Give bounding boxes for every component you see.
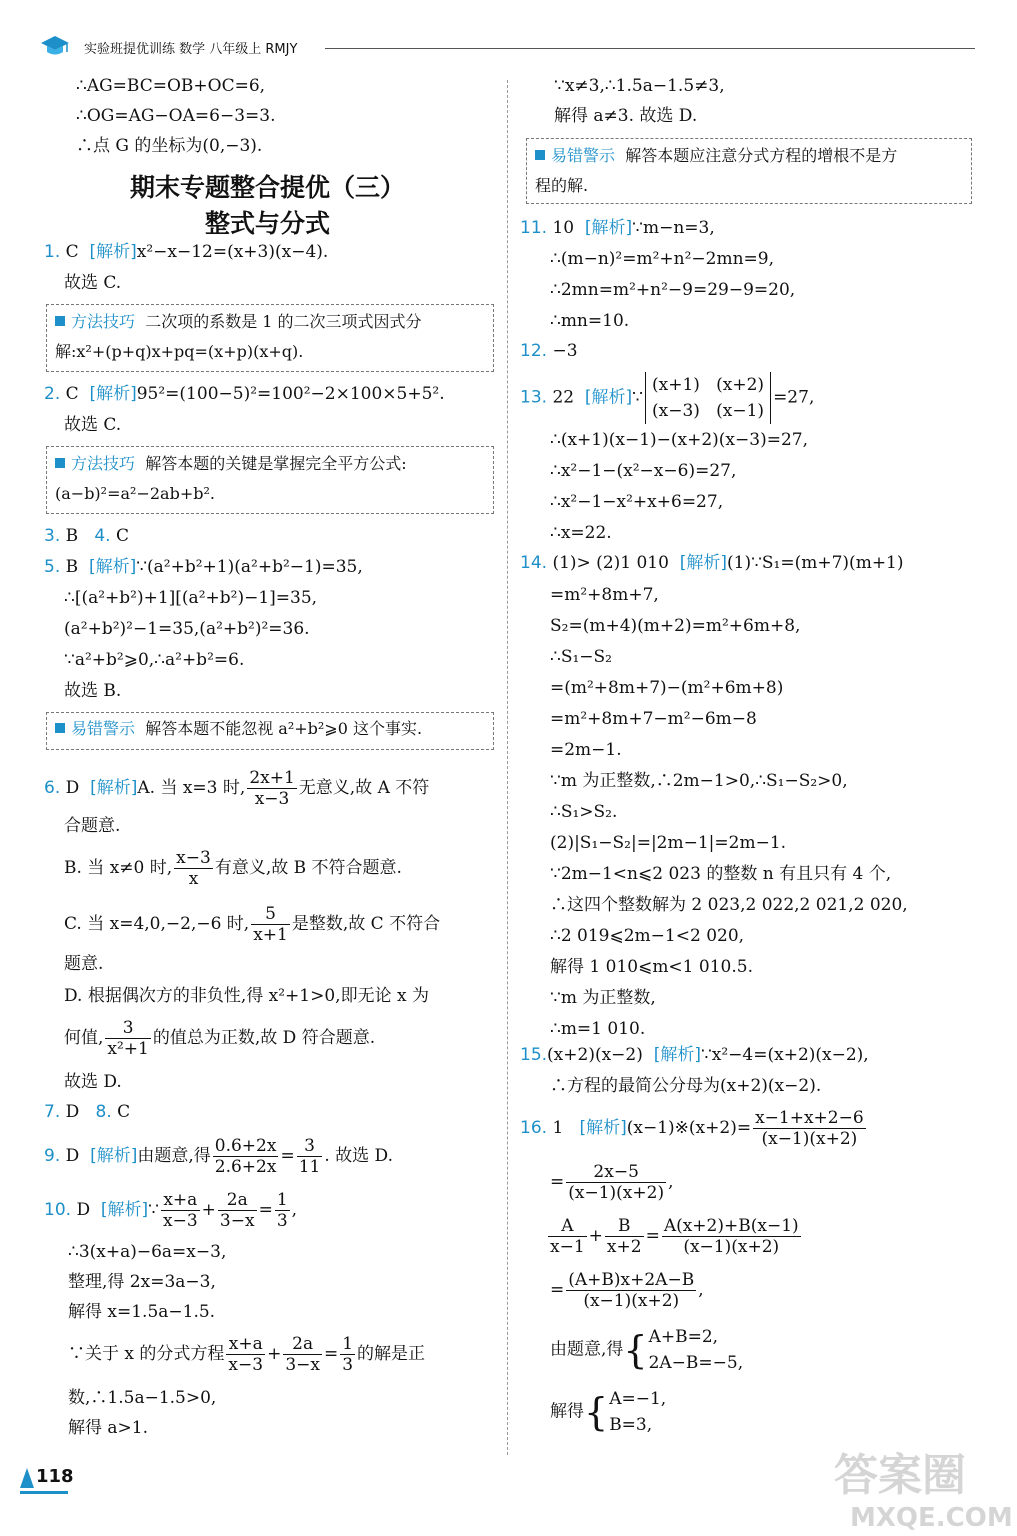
denominator: (x−1)(x+2) [683,1237,780,1257]
determinant [645,372,771,424]
text-line: ∴AG=BC=OB+OC=6, [76,76,266,96]
fraction [283,1334,322,1375]
question-5 [44,555,363,579]
fraction [605,1216,644,1257]
page-marker-icon [20,1466,34,1488]
analysis-text: 由题意,得 [137,1146,211,1166]
numerator: 2a [283,1334,322,1355]
graduation-cap-icon [40,34,70,60]
brace-icon: { [623,1328,648,1372]
numerator: x−3 [176,848,211,868]
text-line [550,1386,666,1438]
method-tip-box [46,446,494,514]
numerator: 2x+1 [249,768,295,788]
analysis-text: (x−1)※(x+2)= [626,1118,752,1138]
text-line: 题意. [64,954,104,974]
fraction [213,1136,279,1177]
page-number-badge [20,1462,74,1494]
analysis-text: 的解是正 [357,1344,426,1364]
analysis-text: , [291,1200,298,1220]
equation: B=3, [609,1415,653,1435]
analysis-text: =27, [773,387,815,408]
question-2 [44,382,445,406]
text-line [64,846,402,890]
question-7-8 [44,1100,130,1124]
fraction [251,904,290,945]
text-line: ∴方程的最简公分母为(x+2)(x−2). [550,1076,822,1096]
analysis-text: 无意义,故 A 不符 [298,778,430,798]
text-line: ∴3(x+a)−6a=x−3, [68,1242,227,1262]
answer: B [65,526,79,546]
question-number: 4. [94,526,111,546]
denominator: 3 [276,1211,288,1231]
header-title: 实验班提优训练 数学 八年级上 RMJY [84,42,298,57]
method-tip-box [46,304,494,372]
tip-line [55,307,422,337]
denominator: 3 [342,1355,354,1375]
watermark-logo [830,1442,1013,1533]
text-line: ∴S₁>S₂. [550,802,618,822]
denominator: 2.6+2x [214,1157,277,1177]
numerator: 3 [297,1136,323,1157]
question-10 [44,1188,297,1232]
text-line: 解得 x=1.5a−1.5. [68,1302,216,1322]
plus-sign: + [201,1200,216,1220]
question-6 [44,766,429,810]
answer: C [117,1102,131,1122]
question-9 [44,1134,393,1178]
tip-text: 解答本题的关键是掌握完全平方公式: [145,454,407,473]
answer: (1)> (2)1 010 [552,553,669,573]
text-line [550,1268,704,1312]
fraction [275,1190,290,1231]
answer: C [116,526,130,546]
page-underline [20,1491,68,1494]
numerator: x+a [161,1190,200,1211]
fraction [218,1190,257,1231]
square-icon [535,150,545,160]
numerator: 2a [218,1190,257,1211]
denominator: x [188,869,199,889]
matrix-cell: (x+2) [716,375,765,395]
tip-label: 易错警示 [71,719,136,738]
denominator: (x−1)(x+2) [583,1291,680,1311]
analysis-text: , [668,1172,674,1192]
text-line: =m²+8m+7, [550,585,659,605]
matrix-cell: (x−3) [652,401,700,421]
answer: 10 [552,218,575,238]
denominator: x−3 [228,1355,264,1375]
error-warning-box [526,138,972,204]
tip-line [55,449,407,479]
denominator: x−3 [163,1211,198,1231]
column-divider [507,80,508,1455]
analysis-tag: [解析] [89,384,137,404]
analysis-tag: [解析] [579,1118,627,1138]
text-line: ∴[(a²+b²)+1][(a²+b²)−1]=35, [64,588,318,608]
tip-line [55,714,422,744]
question-11 [520,216,715,240]
analysis-text: A. 当 x=3 时, [137,778,246,798]
equals-sign: = [550,1172,565,1192]
answer: C [65,384,79,404]
denominator: x+1 [253,925,288,945]
analysis-tag: [解析] [584,387,633,408]
fraction [247,768,296,809]
analysis-text: ∵(a²+b²+1)(a²+b²−1)=35, [136,557,363,577]
analysis-tag: [解析] [90,778,138,798]
numerator: x−1+x+2−6 [755,1108,864,1128]
section-title: 期末专题整合提优（三） [129,173,405,202]
text-line: ∴(x+1)(x−1)−(x+2)(x−3)=27, [550,430,808,450]
answer: B [65,557,79,577]
numerator: 3 [105,1018,150,1039]
question-number: 2. [44,384,61,404]
equation: A=−1, [609,1389,667,1409]
tip-text: 二次项的系数是 1 的二次三项式因式分 [145,312,422,331]
question-number: 9. [44,1146,61,1166]
analysis-text: 由题意,得 [550,1339,624,1360]
numerator: x+a [226,1334,265,1355]
text-line: D. 根据偶次方的非负性,得 x²+1>0,即无论 x 为 [64,986,429,1006]
text-line [550,1324,743,1376]
analysis-text: x²−x−12=(x+3)(x−4). [136,242,329,262]
equals-sign: = [550,1280,565,1300]
analysis-text: 有意义,故 B 不符合题意. [214,858,402,878]
error-warning-box [46,712,494,750]
header-rule [325,48,975,49]
question-3-4 [44,524,129,548]
equation-system [609,1386,666,1438]
text-line [64,1016,375,1060]
question-number: 13. [520,387,548,408]
text-line: (2)|S₁−S₂|=|2m−1|=2m−1. [550,833,787,853]
question-number: 7. [44,1102,61,1122]
brace-icon: { [584,1390,609,1434]
equation: A+B=2, [648,1327,719,1347]
text-line: ∴x²−1−(x²−x−6)=27, [550,461,737,481]
analysis-tag: [解析] [90,1146,138,1166]
question-1 [44,240,328,264]
answer: (x+2)(x−2) [547,1045,643,1065]
question-number: 10. [44,1200,72,1220]
equals-sign: = [323,1344,339,1364]
question-number: 8. [95,1102,112,1122]
text-line: 故选 C. [64,273,122,293]
denominator: 3−x [285,1355,320,1375]
text-line: 故选 B. [64,681,122,701]
text-line: ∴(m−n)²=m²+n²−2mn=9, [550,249,774,269]
text-line: 合题意. [64,816,121,836]
text-line: ∵2m−1<n⩽2 023 的整数 n 有且只有 4 个, [550,864,892,884]
numerator: (A+B)x+2A−B [568,1270,695,1290]
numerator: 2x−5 [566,1162,666,1183]
fraction [174,848,213,889]
denominator: x−3 [254,789,290,809]
watermark-icon [830,1442,1013,1533]
fraction [662,1216,801,1257]
answer: 1 [552,1118,564,1138]
question-number: 14. [520,553,548,573]
analysis-text: . 故选 D. [324,1146,393,1166]
tip-line: 程的解. [535,176,589,195]
text-line: ∴这四个整数解为 2 023,2 022,2 021,2 020, [550,895,908,915]
analysis-tag: [解析] [679,553,728,573]
text-line: 解得 a>1. [68,1418,149,1438]
tip-label: 方法技巧 [71,454,136,473]
text-line: ∴x²−1−x²+x+6=27, [550,492,724,512]
analysis-tag: [解析] [88,557,137,577]
answer: D [65,778,80,798]
text-line: ∵m 为正整数,∴2m−1>0,∴S₁−S₂>0, [550,771,848,791]
numerator: 5 [251,904,290,925]
text-line: ∴m=1 010. [550,1019,646,1039]
question-12 [520,339,578,363]
page-number: 118 [36,1466,74,1487]
text-line: =(m²+8m+7)−(m²+6m+8) [550,678,784,698]
text-line: ∵x≠3,∴1.5a−1.5≠3, [554,76,725,96]
analysis-text: (1)∵S₁=(m+7)(m+1) [727,553,904,573]
fraction [548,1216,587,1257]
text-line: =2m−1. [550,740,622,760]
analysis-text: ∵x²−4=(x+2)(x−2), [700,1045,869,1065]
question-number: 16. [520,1118,548,1138]
question-14 [520,551,904,575]
plus-sign: + [588,1226,603,1246]
text-line: ∴2 019⩽2m−1<2 020, [550,926,745,946]
fraction [105,1018,150,1059]
page-header [40,34,975,60]
fraction [297,1136,323,1177]
analysis-text: 95²=(100−5)²=100²−2×100×5+5². [136,384,445,404]
answer: D [76,1200,91,1220]
text-line: (a²+b²)²−1=35,(a²+b²)²=36. [64,619,310,639]
text-line: ∵a²+b²⩾0,∴a²+b²=6. [64,650,245,670]
equals-sign: = [280,1146,295,1166]
text-line: 解得 1 010⩽m<1 010.5. [550,957,753,977]
numerator: 1 [342,1334,354,1354]
square-icon [55,723,65,733]
analysis-text: 是整数,故 C 不符合 [291,914,441,934]
tip-text: 解答本题应注意分式方程的增根不是方 [625,146,898,165]
answer: 22 [552,387,575,408]
analysis-text: ∵ [632,387,643,408]
tip-label: 方法技巧 [71,312,136,331]
question-number: 12. [520,341,548,361]
question-16 [520,1106,868,1150]
text-line: 整理,得 2x=3a−3, [68,1272,216,1292]
denominator: 3−x [219,1211,255,1231]
square-icon [55,316,65,326]
denominator: x−1 [550,1237,585,1257]
numerator: 0.6+2x [214,1136,277,1156]
plus-sign: + [267,1344,282,1364]
analysis-tag: [解析] [653,1045,701,1065]
text-line: 解得 a≠3. 故选 D. [554,106,698,126]
analysis-text: B. 当 x≠0 时, [64,858,173,878]
determinant-row [652,372,764,398]
fraction [753,1108,866,1149]
question-number: 6. [44,778,61,798]
text-line [550,1160,673,1204]
analysis-tag: [解析] [100,1200,149,1220]
question-number: 15. [520,1045,548,1065]
section-subtitle: 整式与分式 [204,209,330,238]
watermark-url: MXQE.COM [850,1503,1013,1533]
text-line: ∴OG=AG−OA=6−3=3. [76,106,276,126]
analysis-text: , [698,1280,704,1300]
equation-system [649,1324,744,1376]
text-line: 数,∴1.5a−1.5>0, [68,1388,217,1408]
denominator: (x−1)(x+2) [568,1183,665,1203]
question-number: 5. [44,557,61,577]
analysis-text: 何值, [64,1028,104,1048]
answer: −3 [552,341,578,361]
watermark-text: 答案圈 [834,1450,966,1501]
fraction [226,1334,265,1375]
analysis-tag: [解析] [89,242,137,262]
equals-sign: = [645,1226,660,1246]
tip-text: 解答本题不能忽视 a²+b²⩾0 这个事实. [145,719,423,738]
analysis-text: ∵ [148,1200,159,1220]
text-line: ∴x=22. [550,523,612,543]
answer: C [65,242,79,262]
question-number: 1. [44,242,61,262]
tip-line [535,141,897,171]
analysis-text: 的值总为正数,故 D 符合题意. [152,1028,376,1048]
analysis-text: ∵关于 x 的分式方程 [68,1344,225,1364]
fraction [161,1190,200,1231]
tip-label: 易错警示 [551,146,616,165]
analysis-text: ∵m−n=3, [632,218,715,238]
equals-sign: = [258,1200,273,1220]
text-line: 故选 C. [64,415,122,435]
denominator: x+2 [606,1237,642,1257]
numerator: A(x+2)+B(x−1) [663,1216,799,1236]
analysis-tag: [解析] [584,218,633,238]
text-line: S₂=(m+4)(m+2)=m²+6m+8, [550,616,801,636]
text-line: ∴mn=10. [550,311,630,331]
analysis-text: C. 当 x=4,0,−2,−6 时, [64,914,250,934]
text-line: ∴点 G 的坐标为(0,−3). [76,136,263,156]
text-line [68,1332,425,1376]
text-line [64,902,440,946]
text-line: ∵m 为正整数, [550,988,656,1008]
text-line [546,1214,803,1258]
fraction [566,1162,666,1203]
question-number: 11. [520,218,548,238]
answer: D [65,1146,80,1166]
numerator: A [548,1216,587,1237]
text-line: ∴S₁−S₂ [550,647,612,667]
fraction [340,1334,355,1375]
tip-line: 解:x²+(p+q)x+pq=(x+p)(x+q). [55,342,304,361]
fraction [566,1270,696,1311]
matrix-cell: (x−1) [716,401,765,421]
question-number: 3. [44,526,61,546]
text-line: 故选 D. [64,1072,122,1092]
answer: D [65,1102,80,1122]
determinant-row [652,398,764,424]
denominator: x²+1 [107,1039,149,1059]
text-line: ∴2mn=m²+n²−9=29−9=20, [550,280,796,300]
tip-line: (a−b)²=a²−2ab+b². [55,484,215,503]
matrix-cell: (x+1) [652,375,700,395]
equation: 2A−B=−5, [648,1353,744,1373]
square-icon [55,458,65,468]
numerator: 1 [276,1190,288,1210]
question-13 [520,372,814,424]
text-line: =m²+8m+7−m²−6m−8 [550,709,757,729]
denominator: 11 [298,1157,321,1177]
question-15 [520,1043,869,1067]
numerator: B [605,1216,644,1237]
denominator: (x−1)(x+2) [761,1129,858,1149]
analysis-text: 解得 [550,1401,584,1422]
